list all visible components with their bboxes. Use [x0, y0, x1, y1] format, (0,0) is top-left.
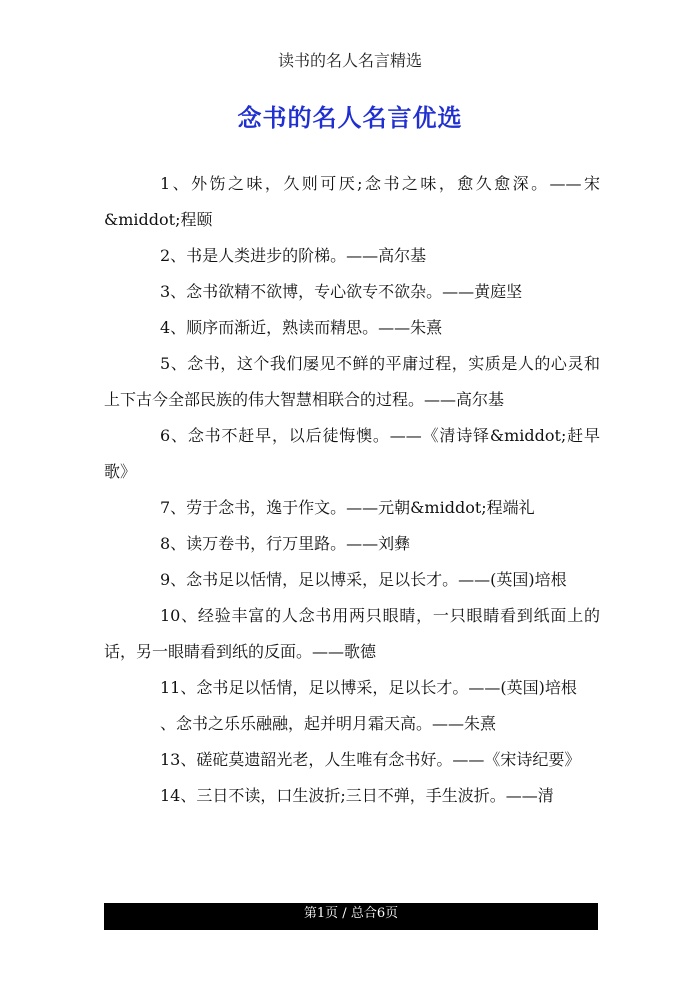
- quote-item: 14、三日不读，口生波折;三日不弹，手生波折。——清: [160, 786, 554, 805]
- quote-item: 7、劳于念书，逸于作文。——元朝&middot;程端礼: [160, 498, 535, 517]
- quote-item: 9、念书足以恬情，足以博采，足以长才。——(英国)培根: [160, 570, 567, 589]
- quote-list: [104, 166, 600, 814]
- page-footer: [104, 903, 598, 930]
- quote-item: 8、读万卷书，行万里路。——刘彝: [160, 534, 411, 553]
- quote-item: 13、磋砣莫遗韶光老，人生唯有念书好。——《宋诗纪要》: [160, 750, 581, 769]
- document-header-title: 读书的名人名言精选: [277, 51, 422, 70]
- quote-item: 4、顺序而渐近，熟读而精思。——朱熹: [160, 318, 443, 337]
- quote-item: 5、念书，这个我们屡见不鲜的平庸过程，实质是人的心灵和上下古今全部民族的伟大智慧相联合的过程。——高尔基: [104, 354, 600, 409]
- quote-item: 2、书是人类进步的阶梯。——高尔基: [160, 246, 427, 265]
- quote-item: 3、念书欲精不欲博，专心欲专不欲杂。——黄庭坚: [160, 282, 523, 301]
- quote-item: 、念书之乐乐融融，起并明月霜天高。——朱熹: [160, 714, 497, 733]
- page-title: 念书的名人名言优选: [237, 103, 463, 132]
- quote-item: 1、外饬之味，久则可厌;念书之味，愈久愈深。——宋&middot;程颐: [104, 174, 600, 229]
- quote-item: 10、经验丰富的人念书用两只眼睛，一只眼睛看到纸面上的话，另一眼睛看到纸的反面。——歌德: [104, 606, 600, 661]
- quote-item: 6、念书不赶早，以后徒悔懊。——《清诗铎&middot;赶早歌》: [104, 426, 600, 481]
- quote-item: 11、念书足以恬情，足以博采，足以长才。——(英国)培根: [160, 678, 577, 697]
- page-indicator: 第1页 / 总合6页: [303, 906, 399, 921]
